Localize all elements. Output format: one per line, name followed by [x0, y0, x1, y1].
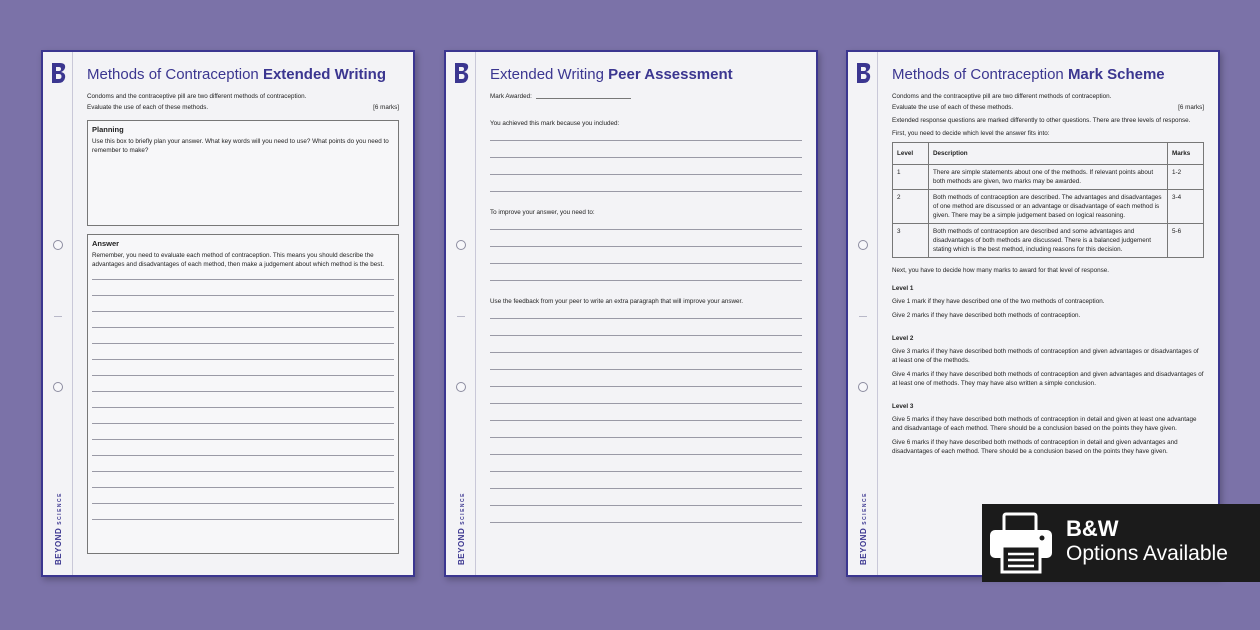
binder-spine [848, 52, 878, 575]
fold-mark [859, 316, 867, 317]
achieved-prompt: You achieved this mark because you included: [490, 120, 620, 127]
punch-hole [456, 240, 466, 250]
answer-text: Remember, you need to evaluate each method of contraception. This means you should describe the advantages and disadvantages of each method, then make a judgement about which method is the best. [92, 252, 384, 268]
level3-heading: Level 3 [892, 403, 914, 410]
answer-lines[interactable] [92, 279, 394, 520]
level3-rule-a: Give 5 marks if they have described both methods of contraception in detail and given at least one advantage and disadvantage of each method. There should be a conclusion based on the points they have given. [892, 416, 1197, 432]
level1-heading: Level 1 [892, 285, 914, 292]
intro-text: Condoms and the contraceptive pill are two different methods of contraception. [87, 93, 307, 100]
table-row: 1 There are simple statements about one of the methods. If relevant points about both methods are given, two marks may be awarded. 1-2 [893, 165, 1204, 190]
level1-rule-b: Give 2 marks if they have described both methods of contraception. [892, 312, 1081, 319]
worksheet-peer-assessment [444, 50, 818, 577]
brand-wordmark: BEYONDSCIENCE [859, 492, 868, 565]
beyond-logo-icon [855, 62, 872, 84]
intro-text: Condoms and the contraceptive pill are two different methods of contraception. [892, 93, 1112, 100]
marks-label: [6 marks] [373, 104, 399, 111]
level2-rule-b: Give 4 marks if they have described both methods of contraception and given advantages and disadvantages of at least one of methods. They may have also written a simple conclusion. [892, 371, 1204, 387]
marks-label: [6 marks] [1178, 104, 1204, 111]
question-text: Evaluate the use of each of these methods. [892, 104, 1014, 111]
beyond-logo-icon [50, 62, 67, 84]
mark-awarded-field[interactable] [536, 98, 631, 99]
planning-text: Use this box to briefly plan your answer. What key words will you need to use? What points do you need to remember to make? [92, 138, 389, 154]
question-text: Evaluate the use of each of these methods. [87, 104, 209, 111]
levels-intro: Extended response questions are marked differently to other questions. There are three levels of response. [892, 117, 1191, 124]
fold-mark [54, 316, 62, 317]
punch-hole [858, 382, 868, 392]
table-row: 3 Both methods of contraception are described and some advantages and disadvantages of both methods are discussed. There is a balanced judgement stating which is the best method, including reasons for this decision. 5-6 [893, 224, 1204, 258]
table-row: 2 Both methods of contraception are described. The advantages and disadvantages of one method are discussed or an advantage or disadvantage of each method is given. There may be a simple judgement based on logical reasoning. 3-4 [893, 190, 1204, 224]
page-title: Methods of Contraception Mark Scheme [892, 66, 1165, 83]
next-instruction: Next, you have to decide how many marks to award for that level of response. [892, 267, 1110, 274]
punch-hole [53, 240, 63, 250]
level2-rule-a: Give 3 marks if they have described both methods of contraception and given advantages or disadvantages of at least one of the methods. [892, 348, 1199, 364]
worksheet-extended-writing [41, 50, 415, 577]
table-header: Marks [1168, 143, 1204, 165]
level3-rule-b: Give 6 marks if they have described both methods of contraception in detail and given advantages and disadvantages of each method. There should be a conclusion based on the points they have given. [892, 439, 1178, 455]
table-header: Description [929, 143, 1168, 165]
printer-icon [982, 510, 1060, 576]
punch-hole [858, 240, 868, 250]
feedback-lines[interactable] [490, 318, 802, 523]
brand-wordmark: BEYONDSCIENCE [54, 492, 63, 565]
badge-title: B&W [1066, 516, 1119, 541]
answer-heading: Answer [92, 239, 120, 248]
page-title: Extended Writing Peer Assessment [490, 66, 733, 83]
fold-mark [457, 316, 465, 317]
beyond-logo-icon [453, 62, 470, 84]
binder-spine [43, 52, 73, 575]
improve-prompt: To improve your answer, you need to: [490, 209, 595, 216]
mark-awarded-label: Mark Awarded: [490, 93, 532, 100]
planning-heading: Planning [92, 125, 124, 134]
answer-box[interactable] [87, 234, 399, 554]
levels-table [892, 142, 1204, 258]
badge-subtitle: Options Available [1066, 542, 1228, 565]
page-title: Methods of Contraception Extended Writing [87, 66, 386, 83]
level2-heading: Level 2 [892, 335, 914, 342]
feedback-prompt: Use the feedback from your peer to write an extra paragraph that will improve your answer. [490, 298, 744, 305]
worksheet-mark-scheme [846, 50, 1220, 577]
binder-spine [446, 52, 476, 575]
punch-hole [456, 382, 466, 392]
improve-lines[interactable] [490, 229, 802, 281]
bw-options-badge[interactable] [982, 504, 1260, 582]
planning-box[interactable] [87, 120, 399, 226]
first-instruction: First, you need to decide which level the answer fits into: [892, 130, 1050, 137]
brand-wordmark: BEYONDSCIENCE [457, 492, 466, 565]
table-header: Level [893, 143, 929, 165]
level1-rule-a: Give 1 mark if they have described one of the two methods of contraception. [892, 298, 1105, 305]
achieved-lines[interactable] [490, 140, 802, 192]
punch-hole [53, 382, 63, 392]
